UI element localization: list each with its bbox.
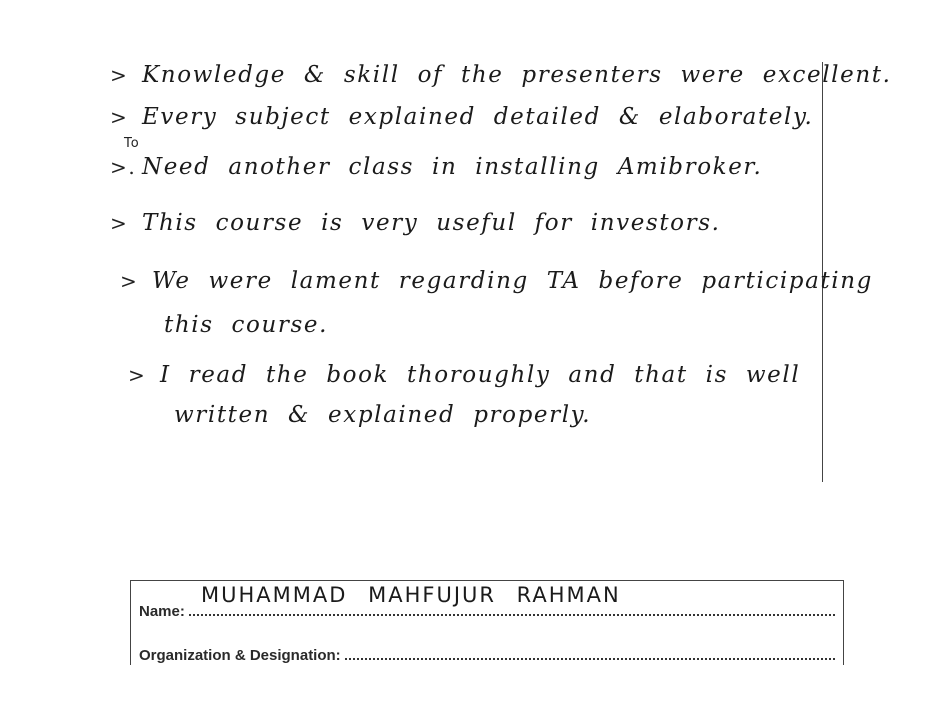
feedback-line-text: This course is very useful for investors. [142, 210, 721, 236]
feedback-line [120, 268, 873, 294]
feedback-line [120, 402, 591, 428]
feedback-line-text: Need another class in installing Amibroker. [142, 154, 763, 180]
organization-dotted-line [345, 657, 835, 660]
feedback-line-text: Every subject explained detailed & elaborately. [142, 104, 814, 130]
bullet-mark: > [128, 363, 147, 387]
feedback-line [110, 312, 328, 338]
feedback-line-text: Knowledge & skill of the presenters were excellent. [142, 62, 892, 88]
bullet-mark: > [110, 63, 129, 87]
name-handwritten: MUHAMMAD MAHFUJUR RAHMAN [201, 583, 621, 607]
name-label: Name: [139, 603, 185, 620]
feedback-line-text: We were lament regarding TA before participating [152, 268, 873, 294]
organization-label: Organization & Designation: [139, 647, 341, 664]
organization-field [139, 647, 835, 664]
bullet-mark: > [110, 105, 129, 129]
margin-note: To [124, 136, 140, 151]
feedback-line [128, 362, 800, 388]
bullet-mark: > [110, 211, 129, 235]
bullet-mark: > [120, 269, 139, 293]
feedback-line [110, 62, 892, 88]
feedback-line [110, 210, 721, 236]
feedback-line-text: written & explained properly. [174, 402, 592, 428]
feedback-line [110, 104, 813, 130]
name-dotted-line [189, 613, 835, 616]
feedback-line-text: I read the book thoroughly and that is well [160, 362, 801, 388]
signature-form [130, 580, 844, 665]
bullet-mark: >. [110, 155, 137, 179]
feedback-line-text: this course. [164, 312, 328, 338]
name-field [139, 603, 835, 620]
feedback-line [110, 154, 762, 180]
